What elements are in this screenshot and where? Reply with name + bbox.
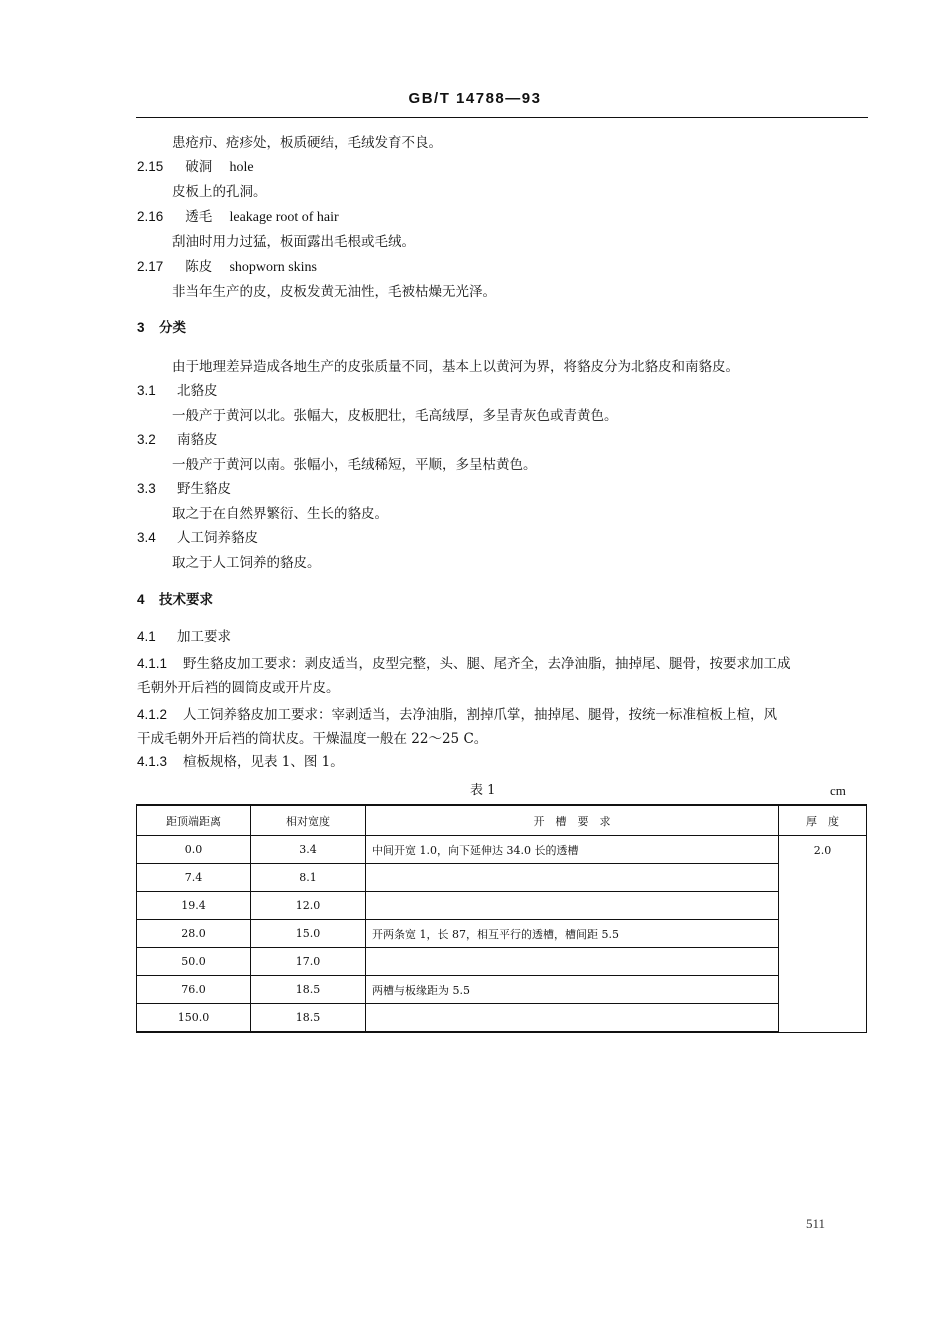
cell-requirement <box>366 948 779 976</box>
table-row <box>137 948 867 976</box>
cell-distance: 7.4 <box>137 864 251 892</box>
clause-2-17-definition: 非当年生产的皮，皮板发黄无油性，毛被枯燥无光泽。 <box>172 284 496 300</box>
page-number: 511 <box>806 1216 826 1231</box>
clause-2-16-definition: 刮油时用力过猛，板面露出毛根或毛绒。 <box>172 234 415 250</box>
clause-4-1-2-cont: 干成毛朝外开后裆的筒状皮。干燥温度一般在 22～25 C。 <box>137 731 488 747</box>
header-distance: 距顶端距离 <box>137 805 251 836</box>
clause-number: 2.16 <box>137 209 164 224</box>
table-row <box>137 864 867 892</box>
clause-title: 人工饲养貉皮 <box>177 530 258 546</box>
section-number: 4 <box>137 592 145 607</box>
cell-requirement: 两槽与板缘距为 5.5 <box>366 976 779 1004</box>
clause-4-1 <box>137 628 231 646</box>
clause-number: 4.1.1 <box>137 656 168 671</box>
clause-2-15 <box>137 158 254 177</box>
header-rule <box>136 117 868 118</box>
cell-width: 18.5 <box>251 1004 366 1033</box>
clause-number: 3.3 <box>137 481 156 496</box>
clause-3-4-text: 取之于人工饲养的貉皮。 <box>172 555 321 571</box>
cell-distance: 50.0 <box>137 948 251 976</box>
clause-4-1-2 <box>137 706 777 724</box>
clause-number: 3.4 <box>137 530 156 545</box>
section-3-heading <box>137 319 186 337</box>
standard-header: GB/T 14788—93 <box>408 90 542 107</box>
table-row <box>137 892 867 920</box>
section-title: 分类 <box>159 320 186 336</box>
clause-4-1-3 <box>137 753 344 771</box>
clause-title: 南貉皮 <box>177 432 218 448</box>
clause-term-en: hole <box>229 160 254 175</box>
cell-width: 8.1 <box>251 864 366 892</box>
cell-distance: 150.0 <box>137 1004 251 1033</box>
table-header-row <box>137 805 867 836</box>
clause-number: 3.1 <box>137 383 156 398</box>
section-title: 技术要求 <box>159 592 213 608</box>
clause-title: 北貉皮 <box>177 383 218 399</box>
table-unit: cm <box>830 783 846 798</box>
clause-term-cn: 陈皮 <box>185 259 213 275</box>
clause-number: 2.17 <box>137 259 164 274</box>
clause-term-cn: 透毛 <box>185 209 213 225</box>
clause-text: 楦板规格，见表 1、图 1。 <box>183 754 344 770</box>
clause-number: 4.1 <box>137 629 156 644</box>
clause-3-3 <box>137 480 231 498</box>
clause-term-en: leakage root of hair <box>229 210 339 225</box>
table-caption: 表 1 <box>470 783 496 798</box>
cell-requirement <box>366 892 779 920</box>
clause-number: 3.2 <box>137 432 156 447</box>
clause-2-16 <box>137 208 339 227</box>
clause-title: 野生貉皮 <box>177 481 231 497</box>
cell-requirement <box>366 1004 779 1033</box>
clause-term-cn: 破洞 <box>185 159 213 175</box>
clause-4-1-1 <box>137 655 791 673</box>
cell-width: 12.0 <box>251 892 366 920</box>
clause-text: 野生貉皮加工要求：剥皮适当，皮型完整，头、腿、尾齐全，去净油脂，抽掉尾、腿骨，按要求加工成 <box>183 656 791 672</box>
clause-number: 2.15 <box>137 159 164 174</box>
table-row <box>137 920 867 948</box>
cell-width: 15.0 <box>251 920 366 948</box>
table-row <box>137 976 867 1004</box>
cell-width: 17.0 <box>251 948 366 976</box>
cell-distance: 19.4 <box>137 892 251 920</box>
cell-width: 3.4 <box>251 836 366 864</box>
clause-number: 4.1.3 <box>137 754 168 769</box>
clause-number: 4.1.2 <box>137 707 168 722</box>
clause-text: 人工饲养貉皮加工要求：宰剥适当，去净油脂，割掉爪掌，抽掉尾、腿骨，按统一标准楦板上楦，风 <box>183 707 777 723</box>
section-4-heading <box>137 591 213 609</box>
clause-title: 加工要求 <box>177 629 231 645</box>
section-3-intro: 由于地理差异造成各地生产的皮张质量不同，基本上以黄河为界，将貉皮分为北貉皮和南貉皮。 <box>172 359 739 375</box>
table-row <box>137 1004 867 1033</box>
clause-2-15-definition: 皮板上的孔洞。 <box>172 184 267 200</box>
cell-requirement <box>366 864 779 892</box>
line-continuation: 患疮疖、疮疹处，板质硬结，毛绒发育不良。 <box>172 135 442 151</box>
table-row <box>137 836 867 864</box>
cell-distance: 28.0 <box>137 920 251 948</box>
header-slot-requirement: 开 槽 要 求 <box>366 805 779 836</box>
clause-term-en: shopworn skins <box>229 260 317 275</box>
clause-3-2-text: 一般产于黄河以南。张幅小，毛绒稀短，平顺，多呈枯黄色。 <box>172 457 537 473</box>
clause-3-3-text: 取之于在自然界繁衍、生长的貉皮。 <box>172 506 388 522</box>
board-spec-table <box>136 804 867 1033</box>
clause-3-1-text: 一般产于黄河以北。张幅大，皮板肥壮，毛高绒厚，多呈青灰色或青黄色。 <box>172 408 618 424</box>
cell-requirement: 开两条宽 1，长 87，相互平行的透槽，槽间距 5.5 <box>366 920 779 948</box>
clause-3-2 <box>137 431 218 449</box>
cell-distance: 0.0 <box>137 836 251 864</box>
cell-thickness: 2.0 <box>779 836 867 1033</box>
clause-3-1 <box>137 382 218 400</box>
section-number: 3 <box>137 320 145 335</box>
clause-3-4 <box>137 529 258 547</box>
header-width: 相对宽度 <box>251 805 366 836</box>
clause-2-17 <box>137 258 317 277</box>
header-thickness: 厚 度 <box>779 805 867 836</box>
cell-width: 18.5 <box>251 976 366 1004</box>
clause-4-1-1-cont: 毛朝外开后裆的圆筒皮或开片皮。 <box>137 680 340 696</box>
cell-distance: 76.0 <box>137 976 251 1004</box>
cell-requirement: 中间开宽 1.0，向下延伸达 34.0 长的透槽 <box>366 836 779 864</box>
